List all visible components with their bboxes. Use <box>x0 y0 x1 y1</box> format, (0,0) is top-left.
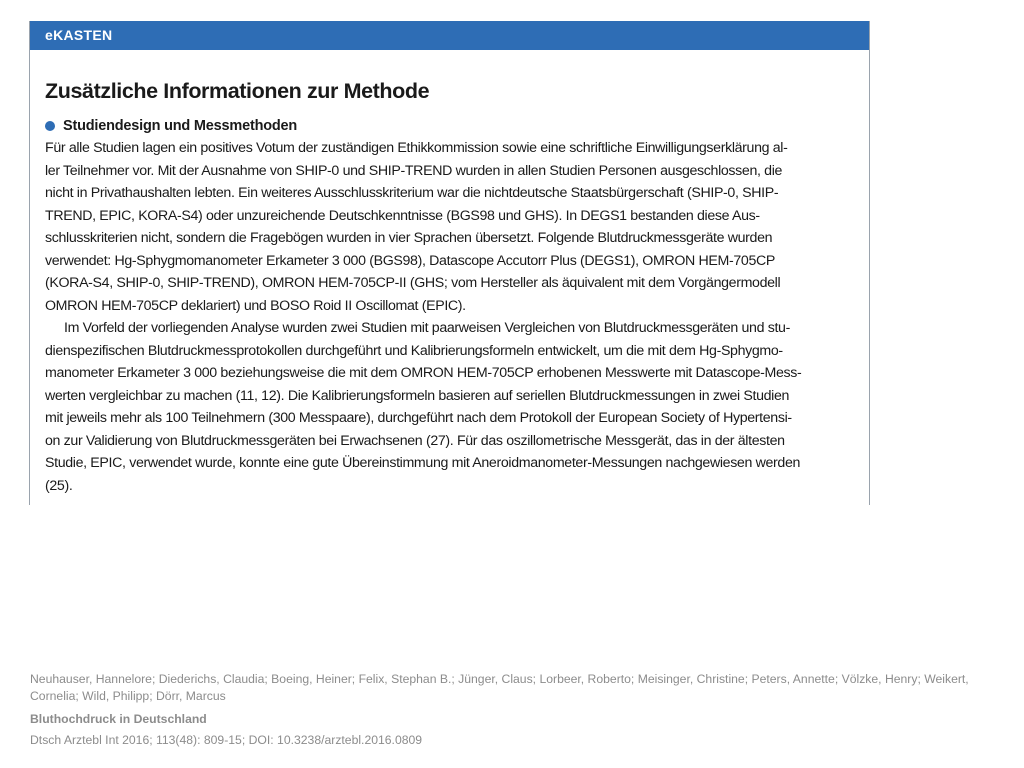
citation-title: Bluthochdruck in Deutschland <box>30 712 207 726</box>
citation-authors: Neuhauser, Hannelore; Diederichs, Claudia; Boeing, Heiner; Felix, Stephan B.; Jünger, Claus; Lorbeer, Roberto; Meisinger, Christine; Peters, Annette; Völzke, Henry; Weikert, Cornelia; Wild, Philipp; Dörr, Marcus <box>30 672 969 703</box>
box-title: Zusätzliche Informationen zur Methode <box>45 79 430 103</box>
text-line: OMRON HEM-705CP deklariert) und BOSO Roid II Oscillomat (EPIC). <box>45 297 466 314</box>
text-line: schlusskriterien nicht, sondern die Fragebögen wurden in vier Sprachen übersetzt. Folgende Blutdruckmessgeräte wurden <box>45 230 773 246</box>
text-line: nicht in Privathaushalten lebten. Ein weiteres Ausschlusskriterium war die nichtdeutsche Staatsbürgerschaft (SHIP-0, SHIP- <box>45 185 779 201</box>
text-line: Studie, EPIC, verwendet wurde, konnte eine gute Übereinstimmung mit Aneroidmanometer-Messungen nachgewiesen werden <box>45 455 801 471</box>
ekasten-box <box>29 21 870 505</box>
bullet-dot-icon <box>45 121 55 131</box>
text-line: (KORA-S4, SHIP-0, SHIP-TREND), OMRON HEM-705CP-II (GHS; vom Hersteller als äquivalent mit dem Vorgängermodell <box>45 275 781 291</box>
text-line: mit jeweils mehr als 100 Teilnehmern (300 Messpaare), durchgeführt nach dem Protokoll der European Society of Hypertensi- <box>45 410 792 426</box>
text-line: ler Teilnehmer vor. Mit der Ausnahme von SHIP-0 und SHIP-TREND wurden in allen Studien Personen ausgeschlossen, die <box>45 162 783 179</box>
text-line: TREND, EPIC, KORA-S4) oder unzureichende Deutschkenntnisse (BGS98 und GHS). In DEGS1 bestanden diese Aus- <box>45 207 760 224</box>
text-line-paragraph-start: Im Vorfeld der vorliegenden Analyse wurden zwei Studien mit paarweisen Vergleichen von Blutdruckmessgeräten und stu- <box>64 320 790 336</box>
body-text <box>45 137 860 497</box>
citation-reference: Dtsch Arztebl Int 2016; 113(48): 809-15; DOI: 10.3238/arztebl.2016.0809 <box>30 733 423 747</box>
text-line: dienspezifischen Blutdruckmessprotokollen durchgeführt und Kalibrierungsformeln entwickelt, um die mit dem Hg-Sphygmo- <box>45 342 783 359</box>
text-line: (25). <box>45 477 73 494</box>
box-header: eKASTEN <box>30 21 869 50</box>
citation <box>30 671 990 749</box>
section-label: Studiendesign und Messmethoden <box>63 118 298 134</box>
text-line: Für alle Studien lagen ein positives Votum der zuständigen Ethikkommission sowie eine schriftliche Einwilligungserklärung al- <box>45 140 788 156</box>
text-line: verwendet: Hg-Sphygmomanometer Erkameter 3 000 (BGS98), Datascope Accutorr Plus (DEGS1), OMRON HEM-705CP <box>45 252 776 269</box>
text-line: on zur Validierung von Blutdruckmessgeräten bei Erwachsenen (27). Für das oszillometrische Messgerät, das in der ältesten <box>45 432 785 449</box>
section-heading <box>45 116 297 136</box>
text-line: manometer Erkameter 3 000 beziehungsweise die mit dem OMRON HEM-705CP erhobenen Messwerte mit Datascope-Mess- <box>45 365 802 381</box>
text-line: werten vergleichbar zu machen (11, 12). Die Kalibrierungsformeln basieren auf seriellen Blutdruckmessungen in zwei Studien <box>45 387 790 404</box>
